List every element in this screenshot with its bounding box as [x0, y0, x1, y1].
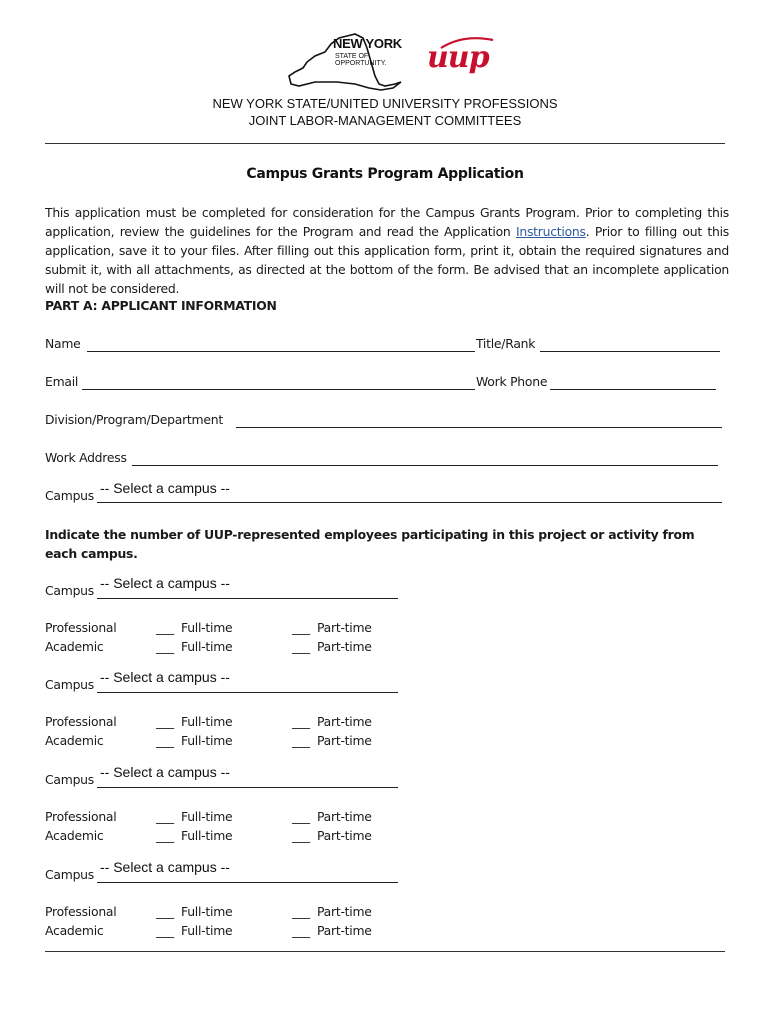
nys-wordmark	[333, 36, 413, 67]
fulltime-label: Full-time	[181, 733, 233, 748]
bottom-divider	[45, 951, 725, 952]
parttime-count-field[interactable]: ___	[292, 714, 310, 729]
parttime-count-field[interactable]: ___	[292, 639, 310, 654]
parttime-count-field[interactable]: ___	[292, 809, 310, 824]
intro-paragraph	[45, 203, 729, 298]
campus-label: Campus	[45, 583, 94, 598]
fulltime-count-field[interactable]: ___	[156, 809, 174, 824]
campus-select[interactable]: -- Select a campus --	[100, 575, 230, 591]
fulltime-count-field[interactable]: ___	[156, 904, 174, 919]
name-field[interactable]	[87, 351, 475, 352]
title-rank-field[interactable]	[540, 351, 720, 352]
work-phone-field[interactable]	[550, 389, 716, 390]
email-field[interactable]	[82, 389, 475, 390]
work-address-field[interactable]	[132, 465, 718, 466]
email-label: Email	[45, 374, 79, 389]
nys-line1: NEW YORK	[333, 36, 402, 51]
fulltime-count-field[interactable]: ___	[156, 828, 174, 843]
parttime-label: Part-time	[317, 714, 372, 729]
parttime-label: Part-time	[317, 809, 372, 824]
parttime-count-field[interactable]: ___	[292, 620, 310, 635]
uup-wordmark: uup	[427, 40, 489, 75]
parttime-label: Part-time	[317, 828, 372, 843]
fulltime-label: Full-time	[181, 904, 233, 919]
fulltime-count-field[interactable]: ___	[156, 639, 174, 654]
header-line-1: NEW YORK STATE/UNITED UNIVERSITY PROFESSIONS	[212, 96, 558, 111]
intro-text-1: This application must be completed for consideration for the Campus Grants Program. Prior to completing this application, review the guidelines for the Program and read the Application	[45, 205, 729, 239]
parttime-label: Part-time	[317, 639, 372, 654]
fulltime-label: Full-time	[181, 639, 233, 654]
fulltime-label: Full-time	[181, 923, 233, 938]
fulltime-count-field[interactable]: ___	[156, 714, 174, 729]
intro-text-2: . Prior to filling out this application, save it to your files. After filling out this application form, print it, obtain the required signatures and submit it, with all attachments, as directed at the bottom of the form. Be advised that an incomplete application will not be considered.	[45, 224, 729, 296]
fulltime-label: Full-time	[181, 714, 233, 729]
parttime-count-field[interactable]: ___	[292, 904, 310, 919]
header-logos	[285, 30, 495, 102]
academic-label: Academic	[45, 828, 104, 843]
work-address-label: Work Address	[45, 450, 127, 465]
division-label: Division/Program/Department	[45, 412, 223, 427]
campus-label: Campus	[45, 867, 94, 882]
fulltime-label: Full-time	[181, 620, 233, 635]
page-title: Campus Grants Program Application	[246, 166, 524, 182]
work-phone-label: Work Phone	[476, 374, 548, 389]
parttime-label: Part-time	[317, 923, 372, 938]
title-rank-label: Title/Rank	[476, 336, 536, 351]
campus-select[interactable]: -- Select a campus --	[100, 480, 230, 496]
division-field[interactable]	[236, 427, 722, 428]
professional-label: Professional	[45, 809, 117, 824]
fulltime-count-field[interactable]: ___	[156, 620, 174, 635]
instructions-link[interactable]: Instructions	[515, 224, 586, 239]
campus-select-underline	[97, 502, 722, 503]
campus-select[interactable]: -- Select a campus --	[100, 764, 230, 780]
parttime-label: Part-time	[317, 904, 372, 919]
uup-logo	[423, 34, 495, 80]
parttime-label: Part-time	[317, 620, 372, 635]
professional-label: Professional	[45, 714, 117, 729]
campus-select-underline	[97, 692, 398, 693]
professional-label: Professional	[45, 904, 117, 919]
campus-select[interactable]: -- Select a campus --	[100, 669, 230, 685]
parttime-label: Part-time	[317, 733, 372, 748]
campus-select-underline	[97, 882, 398, 883]
campus-label: Campus	[45, 488, 94, 503]
nys-line2: STATE OF	[335, 53, 369, 60]
fulltime-label: Full-time	[181, 809, 233, 824]
academic-label: Academic	[45, 733, 104, 748]
name-label: Name	[45, 336, 81, 351]
parttime-count-field[interactable]: ___	[292, 923, 310, 938]
parttime-count-field[interactable]: ___	[292, 733, 310, 748]
part-a-heading: PART A: APPLICANT INFORMATION	[45, 298, 277, 313]
parttime-count-field[interactable]: ___	[292, 828, 310, 843]
campus-label: Campus	[45, 677, 94, 692]
academic-label: Academic	[45, 639, 104, 654]
fulltime-count-field[interactable]: ___	[156, 923, 174, 938]
fulltime-count-field[interactable]: ___	[156, 733, 174, 748]
header-line-2: JOINT LABOR-MANAGEMENT COMMITTEES	[248, 113, 522, 128]
academic-label: Academic	[45, 923, 104, 938]
fulltime-label: Full-time	[181, 828, 233, 843]
campus-label: Campus	[45, 772, 94, 787]
professional-label: Professional	[45, 620, 117, 635]
campus-select-underline	[97, 787, 398, 788]
employees-instruction: Indicate the number of UUP-represented employees participating in this project or activity from each campus.	[45, 527, 695, 561]
campus-select[interactable]: -- Select a campus --	[100, 859, 230, 875]
header-divider	[45, 143, 725, 144]
campus-select-underline	[97, 598, 398, 599]
nys-line3: OPPORTUNITY.	[335, 60, 387, 67]
